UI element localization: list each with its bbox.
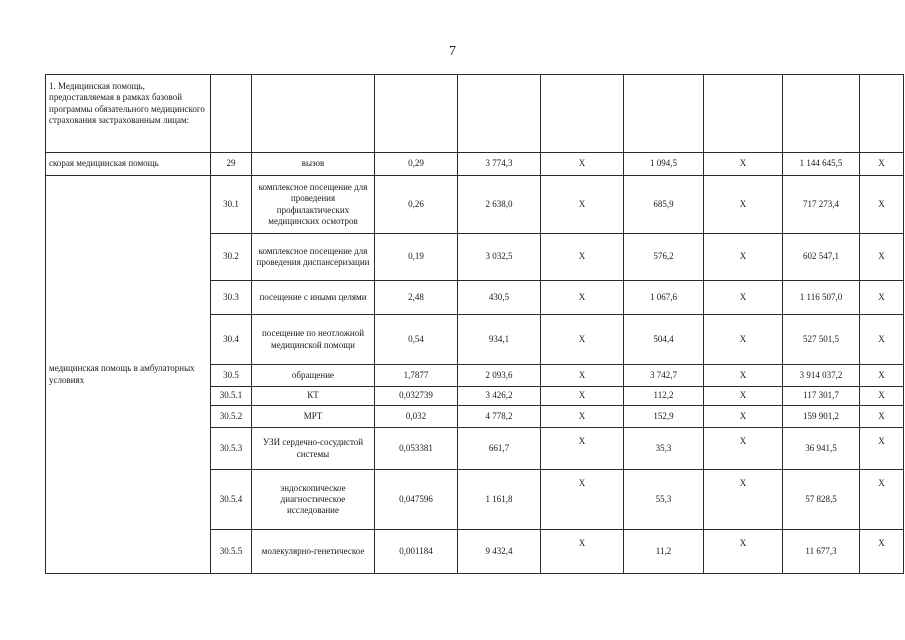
unit-cell: посещение с иными целями [252, 281, 375, 315]
total-cell: 117 301,7 [783, 387, 860, 406]
x-cell: Х [541, 428, 624, 470]
x-cell: Х [860, 530, 904, 574]
unit-cell: комплексное посещение для проведения диспансеризации [252, 234, 375, 281]
empty-cell [783, 75, 860, 153]
cost-norm-cell: 3 426,2 [458, 387, 541, 406]
cost-norm-cell: 934,1 [458, 315, 541, 365]
x-cell: Х [704, 234, 783, 281]
row-number: 30.2 [211, 234, 252, 281]
cost-norm-cell: 1 161,8 [458, 470, 541, 530]
empty-cell [211, 75, 252, 153]
expenditure-table [45, 74, 904, 574]
cost-norm-cell: 2 638,0 [458, 176, 541, 234]
x-cell: Х [541, 530, 624, 574]
per-capita-cell: 152,9 [624, 406, 704, 428]
total-cell: 1 116 507,0 [783, 281, 860, 315]
empty-cell [252, 75, 375, 153]
x-cell: Х [541, 176, 624, 234]
volume-norm-cell: 0,26 [375, 176, 458, 234]
unit-cell: УЗИ сердечно-сосудистой системы [252, 428, 375, 470]
row-number: 30.5.3 [211, 428, 252, 470]
volume-norm-cell: 1,7877 [375, 365, 458, 387]
total-cell: 11 677,3 [783, 530, 860, 574]
x-cell: Х [541, 234, 624, 281]
table-row [46, 176, 904, 234]
unit-cell: МРТ [252, 406, 375, 428]
per-capita-cell: 3 742,7 [624, 365, 704, 387]
total-cell: 527 501,5 [783, 315, 860, 365]
x-cell: Х [704, 470, 783, 530]
volume-norm-cell: 0,19 [375, 234, 458, 281]
row-number: 30.5 [211, 365, 252, 387]
row-number: 30.1 [211, 176, 252, 234]
row-label: скорая медицинская помощь [46, 153, 211, 176]
x-cell: Х [860, 428, 904, 470]
cost-norm-cell: 4 778,2 [458, 406, 541, 428]
cost-norm-cell: 3 032,5 [458, 234, 541, 281]
empty-cell [375, 75, 458, 153]
x-cell: Х [860, 281, 904, 315]
volume-norm-cell: 0,032739 [375, 387, 458, 406]
row-number: 30.5.1 [211, 387, 252, 406]
total-cell: 3 914 037,2 [783, 365, 860, 387]
cost-norm-cell: 661,7 [458, 428, 541, 470]
volume-norm-cell: 0,047596 [375, 470, 458, 530]
row-number: 30.5.2 [211, 406, 252, 428]
x-cell: Х [704, 153, 783, 176]
x-cell: Х [704, 315, 783, 365]
volume-norm-cell: 0,001184 [375, 530, 458, 574]
x-cell: Х [704, 387, 783, 406]
row-number: 30.4 [211, 315, 252, 365]
volume-norm-cell: 0,032 [375, 406, 458, 428]
volume-norm-cell: 2,48 [375, 281, 458, 315]
per-capita-cell: 1 067,6 [624, 281, 704, 315]
x-cell: Х [860, 153, 904, 176]
row-number: 30.5.5 [211, 530, 252, 574]
cost-norm-cell: 2 093,6 [458, 365, 541, 387]
cost-norm-cell: 3 774,3 [458, 153, 541, 176]
empty-cell [704, 75, 783, 153]
x-cell: Х [704, 428, 783, 470]
row-label: медицинская помощь в амбулаторных условиях [46, 176, 211, 574]
empty-cell [860, 75, 904, 153]
per-capita-cell: 112,2 [624, 387, 704, 406]
x-cell: Х [704, 176, 783, 234]
unit-cell: комплексное посещение для проведения профилактических медицинских осмотров [252, 176, 375, 234]
section-header-row [46, 75, 904, 153]
per-capita-cell: 504,4 [624, 315, 704, 365]
per-capita-cell: 55,3 [624, 470, 704, 530]
empty-cell [541, 75, 624, 153]
row-number: 30.5.4 [211, 470, 252, 530]
total-cell: 1 144 645,5 [783, 153, 860, 176]
x-cell: Х [860, 234, 904, 281]
empty-cell [458, 75, 541, 153]
x-cell: Х [541, 365, 624, 387]
per-capita-cell: 11,2 [624, 530, 704, 574]
unit-cell: молекулярно-генетическое [252, 530, 375, 574]
x-cell: Х [541, 406, 624, 428]
unit-cell: посещение по неотложной медицинской помощи [252, 315, 375, 365]
x-cell: Х [860, 387, 904, 406]
row-number: 29 [211, 153, 252, 176]
total-cell: 602 547,1 [783, 234, 860, 281]
table-row-ambulance [46, 153, 904, 176]
x-cell: Х [704, 530, 783, 574]
x-cell: Х [704, 281, 783, 315]
per-capita-cell: 685,9 [624, 176, 704, 234]
total-cell: 36 941,5 [783, 428, 860, 470]
total-cell: 159 901,2 [783, 406, 860, 428]
x-cell: Х [541, 153, 624, 176]
per-capita-cell: 576,2 [624, 234, 704, 281]
row-number: 30.3 [211, 281, 252, 315]
x-cell: Х [541, 281, 624, 315]
x-cell: Х [860, 176, 904, 234]
unit-cell: эндоскопическое диагностическое исследование [252, 470, 375, 530]
unit-cell: обращение [252, 365, 375, 387]
cost-norm-cell: 9 432,4 [458, 530, 541, 574]
per-capita-cell: 1 094,5 [624, 153, 704, 176]
volume-norm-cell: 0,053381 [375, 428, 458, 470]
x-cell: Х [860, 406, 904, 428]
total-cell: 57 828,5 [783, 470, 860, 530]
x-cell: Х [860, 470, 904, 530]
cost-norm-cell: 430,5 [458, 281, 541, 315]
x-cell: Х [860, 315, 904, 365]
per-capita-cell: 35,3 [624, 428, 704, 470]
x-cell: Х [541, 387, 624, 406]
section-title: 1. Медицинская помощь, предоставляемая в рамках базовой программы обязательного медицинского страхования застрахованным лицам: [46, 75, 211, 153]
x-cell: Х [541, 315, 624, 365]
volume-norm-cell: 0,29 [375, 153, 458, 176]
empty-cell [624, 75, 704, 153]
unit-cell: КТ [252, 387, 375, 406]
page-number: 7 [449, 44, 456, 59]
x-cell: Х [541, 470, 624, 530]
x-cell: Х [704, 406, 783, 428]
total-cell: 717 273,4 [783, 176, 860, 234]
volume-norm-cell: 0,54 [375, 315, 458, 365]
x-cell: Х [704, 365, 783, 387]
x-cell: Х [860, 365, 904, 387]
unit-cell: вызов [252, 153, 375, 176]
